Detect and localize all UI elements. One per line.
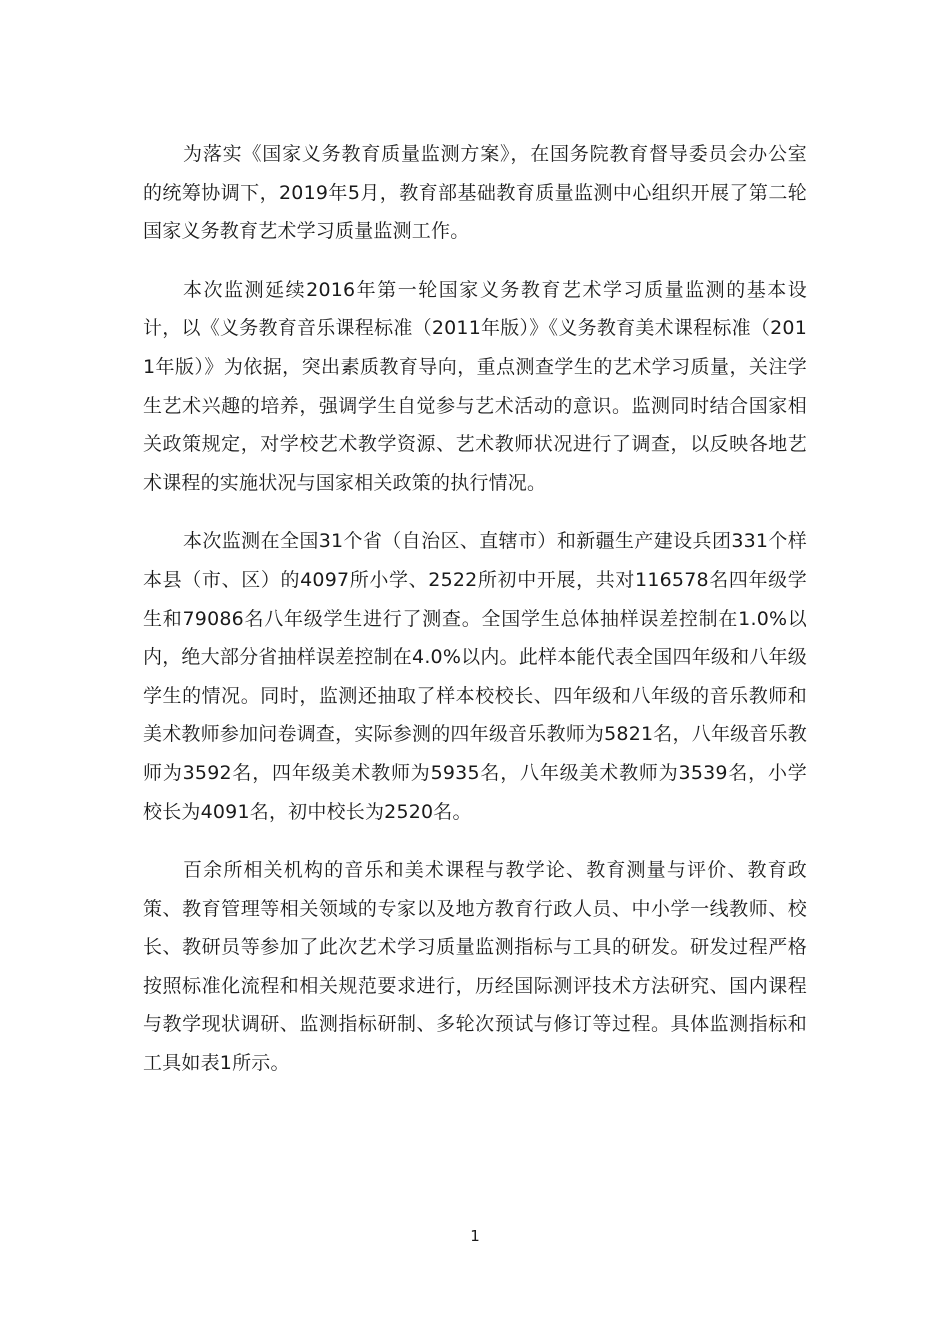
paragraph-1: 为落实《国家义务教育质量监测方案》，在国务院教育督导委员会办公室的统筹协调下，2019年5月，教育部基础教育质量监测中心组织开展了第二轮国家义务教育艺术学习质量监测工作。	[143, 143, 807, 243]
paragraph-2: 本次监测延续2016年第一轮国家义务教育艺术学习质量监测的基本设计，以《义务教育音乐课程标准（2011年版）》《义务教育美术课程标准（2011年版）》为依据，突出素质教育导向，重点测查学生的艺术学习质量，关注学生艺术兴趣的培养，强调学生自觉参与艺术活动的意识。监测同时结合国家相关政策规定，对学校艺术教学资源、艺术教师状况进行了调查，以反映各地艺术课程的实施状况与国家相关政策的执行情况。	[143, 278, 807, 494]
body-text	[143, 135, 807, 1103]
page-number: 1	[470, 1227, 480, 1245]
paragraph-3: 本次监测在全国31个省（自治区、直辖市）和新疆生产建设兵团331个样本县（市、区）的4097所小学、2522所初中开展，共对116578名四年级学生和79086名八年级学生进行了测查。全国学生总体抽样误差控制在1.0%以内，绝大部分省抽样误差控制在4.0%以内。此样本能代表全国四年级和八年级学生的情况。同时，监测还抽取了样本校校长、四年级和八年级的音乐教师和美术教师参加问卷调查，实际参测的四年级音乐教师为5821名，八年级音乐教师为3592名，四年级美术教师为5935名，八年级美术教师为3539名，小学校长为4091名，初中校长为2520名。	[143, 530, 807, 823]
paragraph-4: 百余所相关机构的音乐和美术课程与教学论、教育测量与评价、教育政策、教育管理等相关领域的专家以及地方教育行政人员、中小学一线教师、校长、教研员等参加了此次艺术学习质量监测指标与工具的研发。研发过程严格按照标准化流程和相关规范要求进行，历经国际测评技术方法研究、国内课程与教学现状调研、监测指标研制、多轮次预试与修订等过程。具体监测指标和工具如表1所示。	[143, 859, 807, 1075]
